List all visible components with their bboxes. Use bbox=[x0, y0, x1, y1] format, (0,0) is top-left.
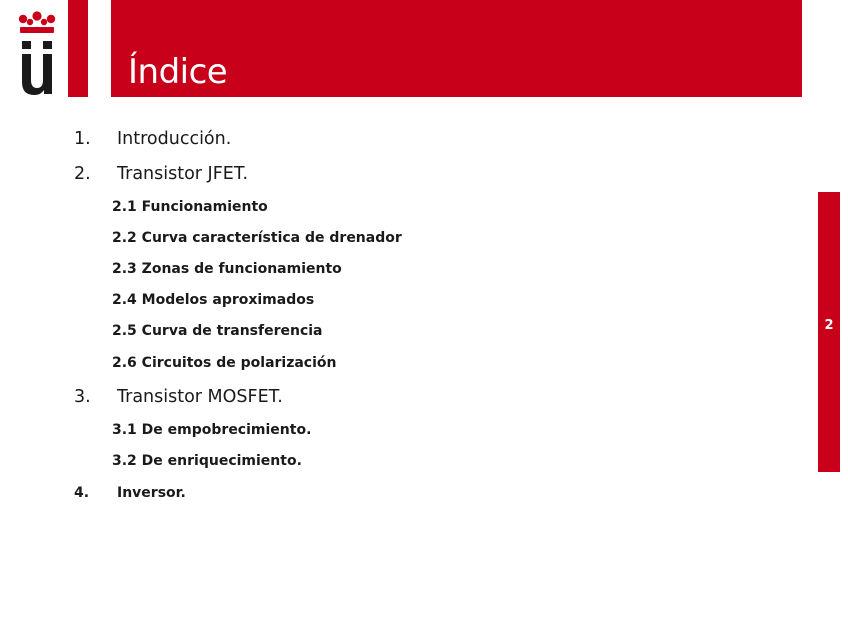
page-number-bar bbox=[818, 192, 840, 472]
toc-item-label: Transistor MOSFET. bbox=[117, 387, 283, 407]
title-bar bbox=[111, 0, 802, 97]
toc-item-number: 4. bbox=[74, 485, 90, 501]
toc-subitem-2-3: 2.3 Zonas de funcionamiento bbox=[112, 261, 342, 277]
toc-item-2 bbox=[74, 163, 248, 185]
toc-subitem-2-5: 2.5 Curva de transferencia bbox=[112, 323, 323, 339]
university-logo-icon bbox=[14, 8, 60, 98]
toc-item-number: 2. bbox=[74, 164, 91, 184]
toc-item-number: 1. bbox=[74, 129, 91, 149]
toc-item-4 bbox=[74, 482, 186, 504]
page-number: 2 bbox=[824, 318, 834, 333]
toc-subitem-2-2: 2.2 Curva característica de drenador bbox=[112, 230, 402, 246]
toc-item-label: Inversor. bbox=[117, 485, 186, 501]
toc-subitem-2-6: 2.6 Circuitos de polarización bbox=[112, 355, 337, 371]
toc-subitem-2-4: 2.4 Modelos aproximados bbox=[112, 292, 315, 308]
toc-item-label: Introducción. bbox=[117, 129, 232, 149]
header-accent-bar bbox=[68, 0, 88, 97]
toc-subitem-3-2: 3.2 De enriquecimiento. bbox=[112, 453, 302, 469]
toc-subitem-2-1: 2.1 Funcionamiento bbox=[112, 199, 268, 215]
toc-item-1 bbox=[74, 128, 231, 150]
page-title: Índice bbox=[128, 52, 228, 92]
toc-item-label: Transistor JFET. bbox=[117, 164, 249, 184]
toc-item-number: 3. bbox=[74, 387, 91, 407]
toc-subitem-3-1: 3.1 De empobrecimiento. bbox=[112, 422, 312, 438]
toc-item-3 bbox=[74, 386, 283, 408]
